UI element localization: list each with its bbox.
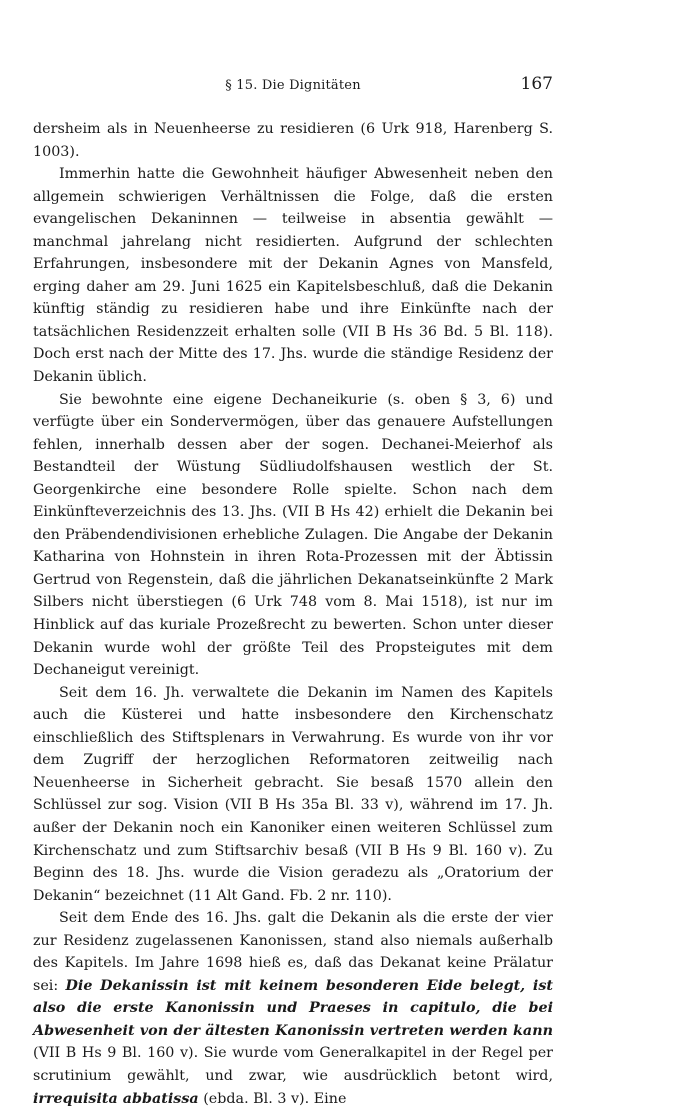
- page-header: [33, 74, 553, 100]
- quote-emphasis: Die Dekanissin ist mit keinem besonderen Eide belegt, ist also die erste Kanonissin und Praeses in capitulo, die bei Abwesenheit von der ältesten Kanonissin vertreten werden kann: [33, 977, 553, 1039]
- paragraph-kanonissen: [33, 907, 553, 1110]
- paragraph-text-after: (ebda. Bl. 3 v). Eine: [198, 1090, 347, 1107]
- body-text: [33, 118, 553, 1110]
- page-number: 167: [520, 74, 553, 94]
- latin-phrase-emphasis: irrequisita abbatissa: [33, 1090, 199, 1107]
- running-head: § 15. Die Dignitäten: [225, 78, 361, 93]
- paragraph-dechaneikurie: Sie bewohnte eine eigene Dechaneikurie (s. oben § 3, 6) und verfügte über ein Sondervermögen, über das genauere Aufstellungen fehlen, innerhalb dessen aber der sogen. Dechanei-Meierhof als Bestandteil der Wüstung Südliudolfshausen westlich der St. Georgenkirche eine besondere Rolle spielte. Schon nach dem Einkünfteverzeichnis des 13. Jhs. (VII B Hs 42) erhielt die Dekanin bei den Präbendendivisionen erhebliche Zulagen. Die Angabe der Dekanin Katharina von Hohnstein in ihren Rota-Prozessen mit der Äbtissin Gertrud von Regenstein, daß die jährlichen Dekanatseinkünfte 2 Mark Silbers nicht überstiegen (6 Urk 748 vom 8. Mai 1518), ist nur im Hinblick auf das kuriale Prozeßrecht zu bewerten. Schon unter dieser Dekanin wurde wohl der größte Teil des Propsteigutes mit dem Dechaneigut vereinigt.: [33, 391, 553, 679]
- paragraph-continuation: dersheim als in Neuenheerse zu residieren (6 Urk 918, Harenberg S. 1003).: [33, 121, 553, 160]
- paragraph-residence: Immerhin hatte die Gewohnheit häufiger Abwesenheit neben den allgemein schwierigen Verhältnissen die Folge, daß die ersten evangelischen Dekaninnen — teilweise in absentia gewählt — manchmal jahrelang nicht residierten. Aufgrund der schlechten Erfahrungen, insbesondere mit der Dekanin Agnes von Mansfeld, erging daher am 29. Juni 1625 ein Kapitelsbeschluß, daß die Dekanin künftig ständig zu residieren habe und ihre Einkünfte nach der tatsächlichen Residenzzeit erhalten solle (VII B Hs 36 Bd. 5 Bl. 118). Doch erst nach der Mitte des 17. Jhs. wurde die ständige Residenz der Dekanin üblich.: [33, 166, 553, 386]
- paragraph-text-middle: (VII B Hs 9 Bl. 160 v). Sie wurde vom Generalkapitel in der Regel per scrutinium gewählt, und zwar, wie ausdrücklich betont wird,: [33, 1045, 553, 1084]
- paragraph-kuesterei: Seit dem 16. Jh. verwaltete die Dekanin im Namen des Kapitels auch die Küsterei und hatte insbesondere den Kirchenschatz einschließlich des Stiftsplenars in Verwahrung. Es wurde von ihr vor dem Zugriff der herzoglichen Reformatoren zeitweilig nach Neuenheerse in Sicherheit gebracht. Sie besaß 1570 allein den Schlüssel zur sog. Vision (VII B Hs 35a Bl. 33 v), während im 17. Jh. außer der Dekanin noch ein Kanoniker einen weiteren Schlüssel zum Kirchenschatz und zum Stiftsarchiv besaß (VII B Hs 9 Bl. 160 v). Zu Beginn des 18. Jhs. wurde die Vision geradezu als „Oratorium der Dekanin“ bezeichnet (11 Alt Gand. Fb. 2 nr. 110).: [33, 684, 553, 904]
- paragraph-text-before: Seit dem Ende des 16. Jhs. galt die Dekanin als die erste der vier zur Residenz zugelassenen Kanonissen, stand also niemals außerhalb des Kapitels. Im Jahre 1698 hieß es, daß das Dekanat keine Prälatur sei:: [33, 910, 553, 994]
